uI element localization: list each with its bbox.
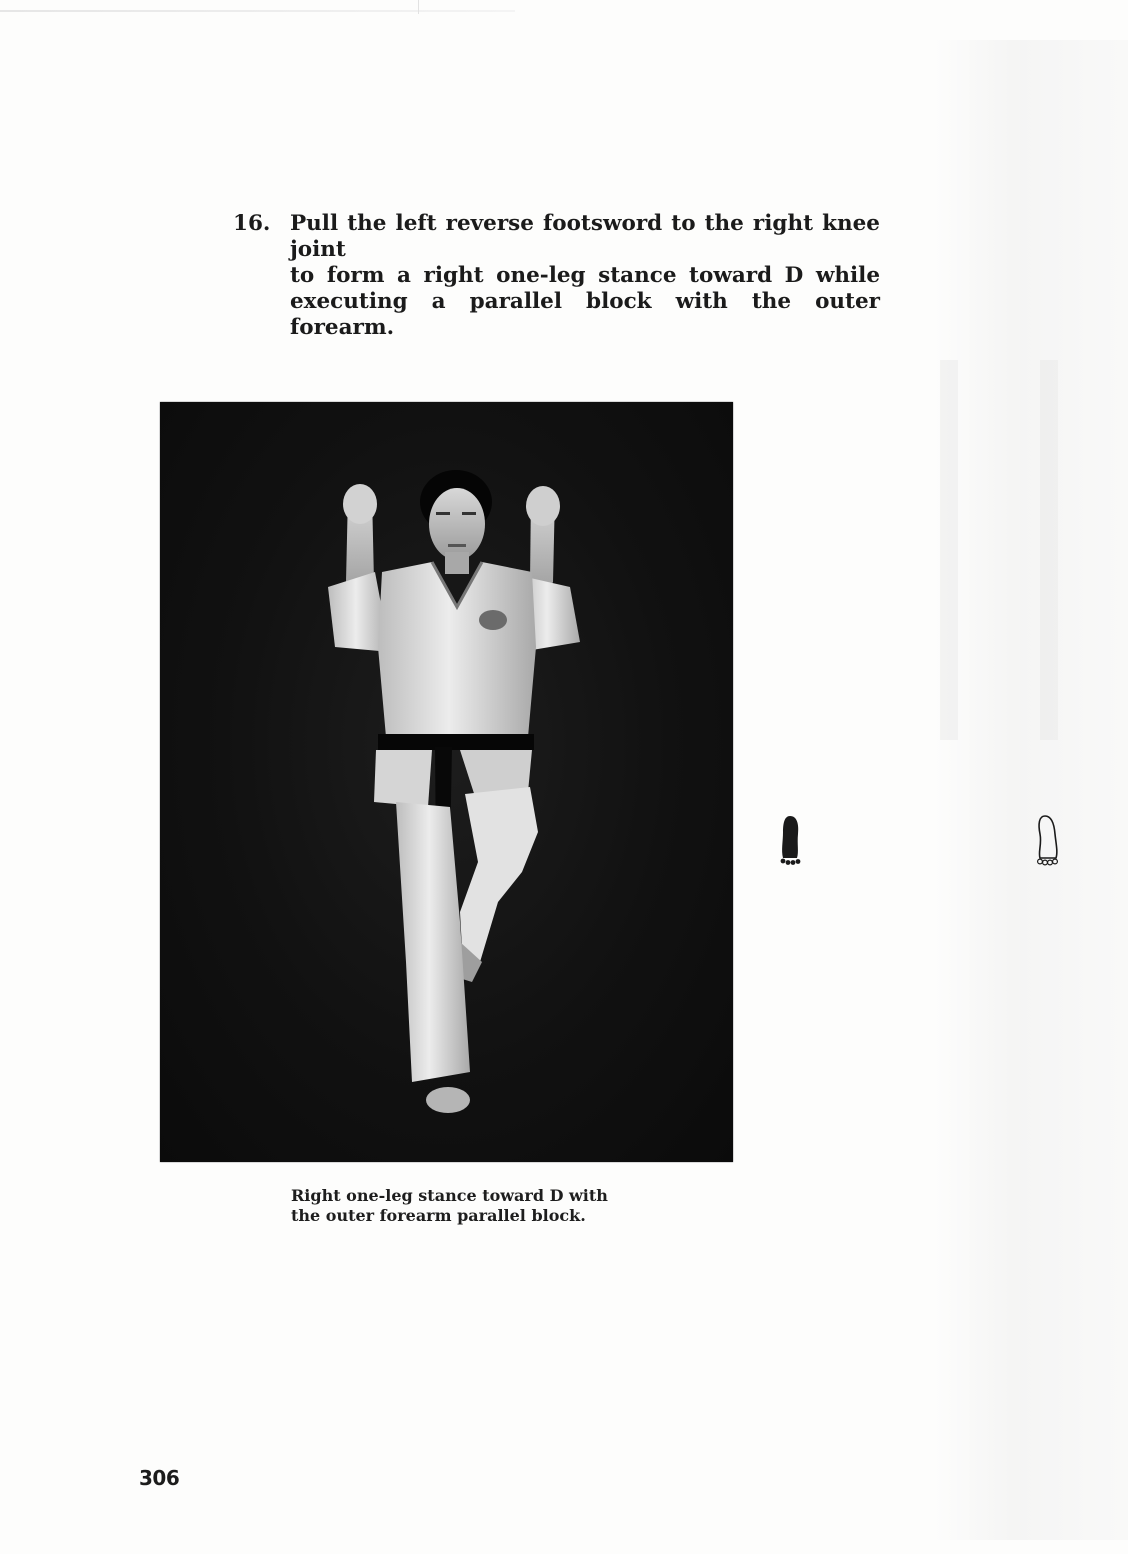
step-text	[290, 211, 880, 341]
step-text-line: to form a right one-leg stance toward D while	[290, 263, 880, 288]
step-text-line: executing a parallel block with the outer forearm.	[290, 289, 880, 340]
caption-line: the outer forearm parallel block.	[291, 1206, 586, 1225]
step-number: 16.	[233, 211, 271, 236]
caption-line: Right one-leg stance toward D with	[291, 1186, 608, 1205]
photo-caption	[291, 1186, 651, 1226]
show-through-column	[940, 360, 958, 740]
show-through-margin	[935, 40, 1128, 1540]
stance-photo	[160, 402, 733, 1162]
martial-artist-figure	[160, 402, 733, 1162]
page-edge-tick	[418, 0, 419, 14]
page-edge-shadow	[0, 10, 515, 12]
page-number: 306	[139, 1466, 180, 1490]
filled-footprint-icon	[778, 814, 804, 866]
show-through-column	[1040, 360, 1058, 740]
outline-footprint-icon	[1034, 814, 1062, 866]
step-instruction	[233, 211, 893, 341]
step-text-line: Pull the left reverse footsword to the right knee joint	[290, 211, 880, 262]
